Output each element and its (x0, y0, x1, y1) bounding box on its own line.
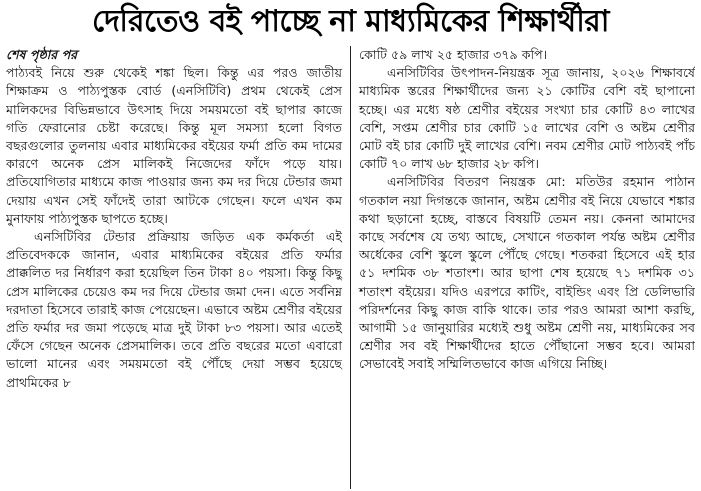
article-body (6, 46, 695, 489)
right-column (350, 46, 695, 489)
paragraph: এনসিটিবির বিতরণ নিয়ন্ত্রক মো: মতিউর রহমান পাঠান গতকাল নয়া দিগন্তকে জানান, অষ্টম শ্রেণীর বই নিয়ে যেভাবে শঙ্কার কথা ছড়ানো হচ্ছে, বাস্তবে বিষয়টি তেমন নয়। কেননা আমাদের কাছে সর্বশেষ যে তথ্য আছে, সেখানে গতকাল পর্যন্ত অষ্টম শ্রেণীর অর্ধেকের বেশি স্কুলে স্কুলে পৌঁছে গেছে। শতকরা হিসেবে এই হার ৫১ দশমিক ৩৮ শতাংশ। আর ছাপা শেষ হয়েছে ৭১ দশমিক ৩১ শতাংশ বইয়ের। যদিও এরপরে কাটিং, বাইন্ডিং এবং প্রি ডেলিভারি পরিদর্শনের কিছু কাজ বাকি থাকে। তার পরও আমরা আশা করছি, আগামী ১৫ জানুয়ারির মধ্যেই শুধু অষ্টম শ্রেণী নয়, মাধ্যমিকের সব শ্রেণীর সব বই শিক্ষার্থীদের হাতে পৌঁছানো সম্ভব হবে। আমরা সেভাবেই সবাই সম্মিলিতভাবে কাজ এগিয়ে নিচ্ছি। (359, 174, 695, 372)
paragraph: এনসিটিবির উৎপাদন-নিয়ন্ত্রক সূত্র জানায়, ২০২৬ শিক্ষাবর্ষে মাধ্যমিক স্তরের শিক্ষার্থীদের জন্য ২১ কোটির বেশি বই ছাপানো হচ্ছে। এর মধ্যে ষষ্ঠ শ্রেণীর বইয়ের সংখ্যা চার কোটি ৪৩ লাখের বেশি, সপ্তম শ্রেণীর চার কোটি ১৫ লাখের বেশি ও অষ্টম শ্রেণীর মোট বই চার কোটি দুই লাখের বেশি। নবম শ্রেণীর মোট পাঠ্যবই পাঁচ কোটি ৭০ লাখ ৬৮ হাজার ২৮ কপি। (359, 65, 695, 172)
left-column (6, 46, 350, 489)
headline: দেরিতেও বই পাচ্ছে না মাধ্যমিকের শিক্ষার্থীরা (91, 4, 610, 39)
paragraph: পাঠ্যবই নিয়ে শুরু থেকেই শঙ্কা ছিল। কিন্তু এর পরও জাতীয় শিক্ষাক্রম ও পাঠ্যপুস্তক বোর্ড (এনসিটিবি) প্রথম থেকেই প্রেস মালিকদের বিভিন্নভাবে উৎসাহ দিয়ে সময়মতো বই ছাপার কাজে গতি ফেরানোর চেষ্টা করেছে। কিন্তু মূল সমস্যা হলো বিগত বছরগুলোর তুলনায় এবার মাধ্যমিকের বইয়ের ফর্মা প্রতি কম দামের কারণে অনেক প্রেস মালিকই নিজেদের ফাঁদে পড়ে যায়। প্রতিযোগিতার মাধ্যমে কাজ পাওয়ার জন্য কম দর দিয়ে টেন্ডার জমা দেয়ায় এখন সেই ফাঁদেই তারা আটকে গেছেন। ফলে এখন কম মুনাফায় পাঠ্যপুস্তক ছাপতে হচ্ছে। (6, 65, 342, 226)
paragraph: এনসিটিবির টেন্ডার প্রক্রিয়ায় জড়িত এক কর্মকর্তা এই প্রতিবেদককে জানান, এবার মাধ্যমিকের বইয়ের প্রতি ফর্মার প্রাক্কলিত দর নির্ধারণ করা হয়েছিল তিন টাকা ৪০ পয়সা। কিন্তু কিছু প্রেস মালিকের চেয়েও কম দর দিয়ে টেন্ডার জমা দেন। এতে সর্বনিম্ন দরদাতা হিসেবে তারাই কাজ পেয়েছেন। এভাবে অষ্টম শ্রেণীর বইয়ের প্রতি ফর্মার দর জমা পড়েছে মাত্র দুই টাকা ৮৩ পয়সা। আর এতেই ফেঁসে গেছেন অনেক প্রেসমালিক। তবে প্রতি বছরের মতো এবারো ভালো মানের এবং সময়মতো বই পৌঁছে দেয়া সম্ভব হয়েছে প্রাথমিকের ৮ (6, 229, 342, 390)
paragraph: কোটি ৫৯ লাখ ২৫ হাজার ৩৭৯ কপি। (359, 47, 548, 62)
continuation-kicker: শেষ পৃষ্ঠার পর (6, 47, 78, 62)
